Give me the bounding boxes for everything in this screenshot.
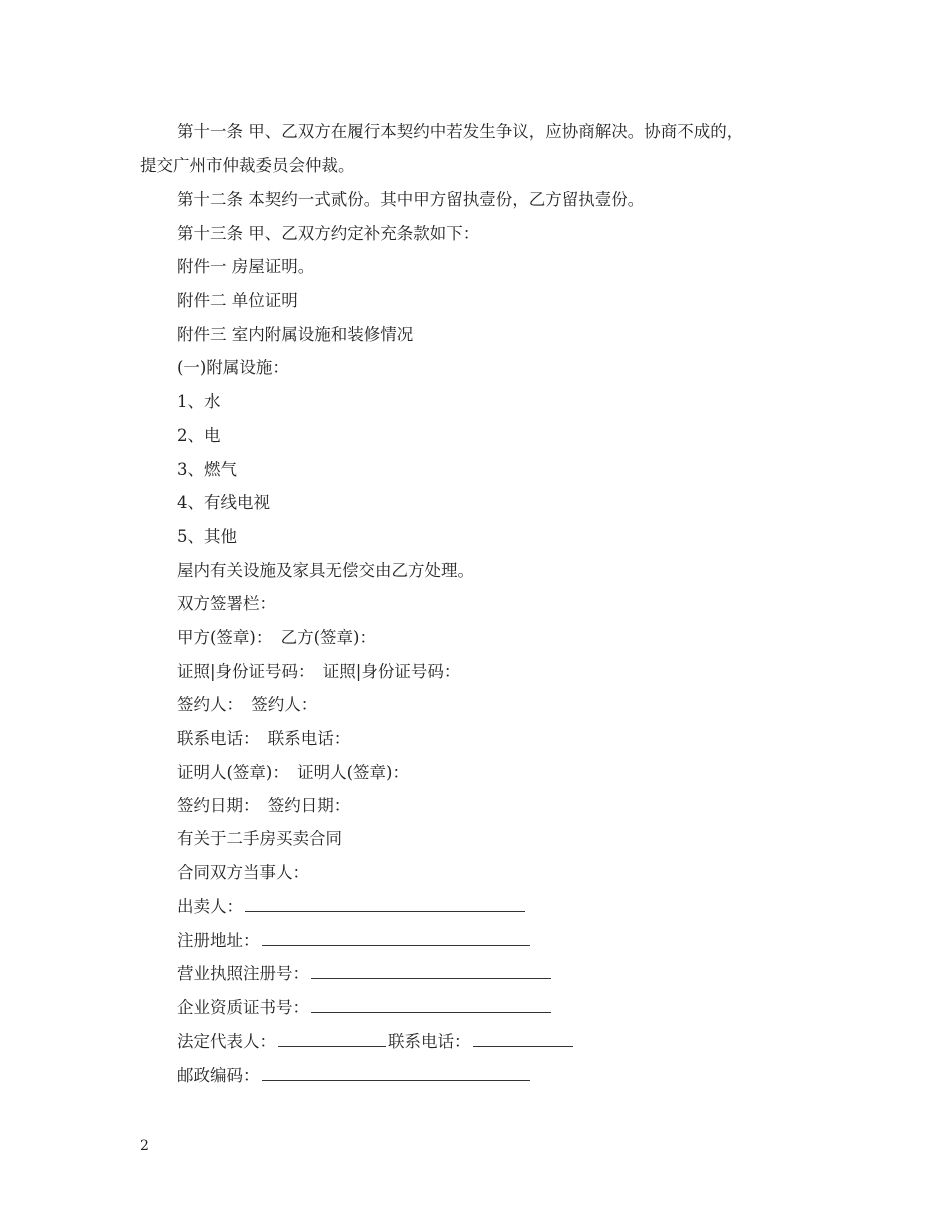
facility-item: 1、水 [177, 392, 221, 411]
signature-phone-line: 联系电话： 联系电话： [177, 729, 351, 748]
address-label: 注册地址： [177, 931, 260, 950]
phone-label: 联系电话： [388, 1032, 471, 1051]
facility-item: 3、燃气 [177, 460, 237, 479]
facility-item: 4、有线电视 [177, 493, 270, 512]
signature-party-line: 甲方(签章)： 乙方(签章)： [177, 628, 376, 647]
legal-rep-blank [278, 1032, 386, 1047]
postcode-blank [262, 1066, 530, 1081]
signature-date-line: 签约日期： 签约日期： [177, 796, 351, 815]
contract-title: 有关于二手房买卖合同 [177, 829, 342, 848]
facilities-heading: (一)附属设施： [177, 358, 289, 377]
postcode-label: 邮政编码： [177, 1066, 260, 1085]
qualification-field [177, 998, 551, 1018]
address-field [177, 931, 530, 951]
license-blank [311, 964, 551, 979]
qualification-label: 企业资质证书号： [177, 998, 309, 1017]
furniture-clause: 屋内有关设施及家具无偿交由乙方处理。 [177, 561, 474, 580]
signature-heading: 双方签署栏： [177, 594, 276, 613]
seller-blank [245, 897, 525, 912]
postcode-field [177, 1066, 530, 1086]
article-11-line-1: 第十一条 甲、乙双方在履行本契约中若发生争议，应协商解决。协商不成的， [177, 122, 744, 141]
address-blank [262, 931, 530, 946]
article-13: 第十三条 甲、乙双方约定补充条款如下： [177, 224, 480, 243]
attachment-2: 附件二 单位证明 [177, 291, 298, 310]
article-11-line-2: 提交广州市仲裁委员会仲裁。 [140, 156, 355, 175]
facility-item: 5、其他 [177, 527, 237, 546]
seller-field [177, 897, 525, 917]
legal-rep-field [177, 1032, 573, 1052]
parties-heading: 合同双方当事人： [177, 863, 309, 882]
license-field [177, 964, 551, 984]
license-label: 营业执照注册号： [177, 964, 309, 983]
seller-label: 出卖人： [177, 897, 243, 916]
signature-signer-line: 签约人： 签约人： [177, 695, 318, 714]
article-12: 第十二条 本契约一式贰份。其中甲方留执壹份，乙方留执壹份。 [177, 190, 645, 209]
phone-blank [473, 1032, 573, 1047]
signature-witness-line: 证明人(签章)： 证明人(签章)： [177, 763, 409, 782]
qualification-blank [311, 998, 551, 1013]
page-number: 2 [140, 1138, 149, 1154]
signature-id-line: 证照|身份证号码： 证照|身份证号码： [177, 662, 461, 681]
facility-item: 2、电 [177, 426, 221, 445]
attachment-1: 附件一 房屋证明。 [177, 257, 315, 276]
legal-rep-label: 法定代表人： [177, 1032, 276, 1051]
attachment-3: 附件三 室内附属设施和装修情况 [177, 325, 414, 344]
